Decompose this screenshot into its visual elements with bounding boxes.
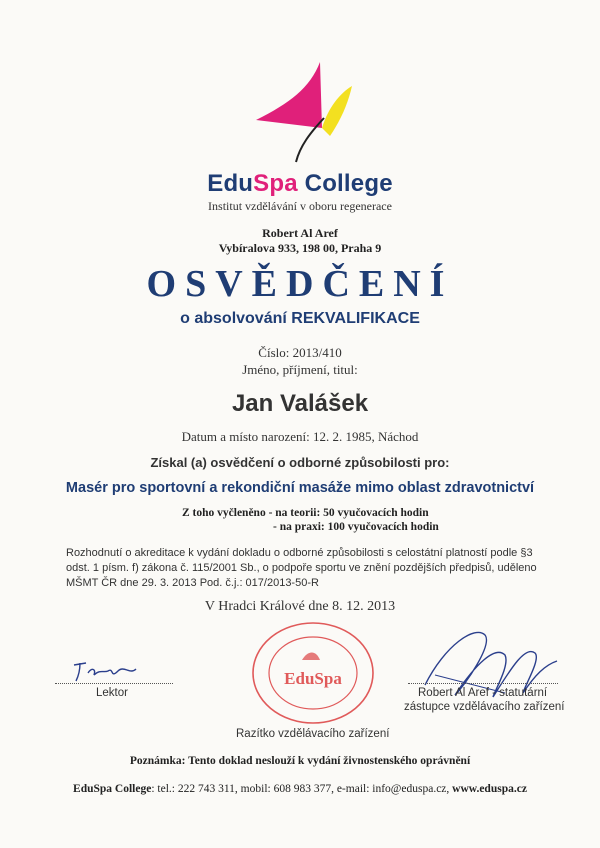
eduspa-logo-icon — [250, 58, 360, 168]
director-label-2: zástupce vzdělávacího zařízení — [404, 701, 565, 713]
director-label-1: Robert Al Aref - statutární — [418, 687, 548, 699]
note-label: Poznámka: — [129, 755, 186, 767]
school-stamp-icon — [250, 620, 376, 726]
lektor-label: Lektor — [96, 687, 128, 699]
obtained-text: Získal (a) osvědčení o odborné způsobilosti pro: — [150, 455, 450, 470]
brand-name: EduSpa College — [207, 170, 393, 197]
stamp-text: EduSpa — [284, 669, 342, 688]
footer-contact: : tel.: 222 743 311, mobil: 608 983 377, e-mail: info@eduspa.cz, — [151, 783, 453, 795]
hours-practice: - na praxi: 100 vyučovacích hodin — [273, 521, 439, 533]
footer-web-link[interactable]: www.eduspa.cz — [452, 783, 527, 795]
stamp-label: Razítko vzdělávacího zařízení — [236, 728, 390, 740]
issuer-name: Robert Al Aref — [262, 226, 338, 240]
certificate-subtitle: o absolvování REKVALIFIKACE — [180, 310, 420, 327]
note-text: Tento doklad neslouží k vydání živnostenského oprávnění — [185, 755, 471, 767]
accreditation-text: Rozhodnutí o akreditace k vydání dokladu o odborné způsobilosti s celostátní platností podle §3 odst. 1 písm. f) zákona č. 115/2001 Sb., o podpoře sportu ve znění pozdějších předpisů, uděleno MŠMT ČR dne 29. 3. 2013 Pod. č.j.: 017/2013-50-R — [66, 547, 537, 589]
note — [0, 755, 600, 767]
footer-brand: EduSpa College — [73, 783, 152, 795]
hours-theory: Z toho vyčleněno - na teorii: 50 vyučovacích hodin — [182, 507, 429, 519]
course-name: Masér pro sportovní a rekondiční masáže mimo oblast zdravotnictví — [65, 480, 535, 496]
birth-info: Datum a místo narození: 12. 2. 1985, Náchod — [181, 429, 419, 444]
lektor-line — [55, 683, 173, 684]
holder-name: Jan Valášek — [231, 390, 369, 417]
name-label: Jméno, příjmení, titul: — [242, 362, 358, 377]
place-date: V Hradci Králové dne 8. 12. 2013 — [204, 599, 396, 614]
lektor-signature-icon — [70, 655, 150, 685]
certificate-number: Číslo: 2013/410 — [258, 345, 342, 360]
issuer-address: Vybíralova 933, 198 00, Praha 9 — [218, 241, 382, 255]
footer — [0, 783, 600, 795]
director-line — [408, 683, 558, 684]
certificate-title: OSVĚDČENÍ — [146, 263, 454, 305]
brand-subtitle: Institut vzdělávání v oboru regenerace — [208, 199, 392, 213]
